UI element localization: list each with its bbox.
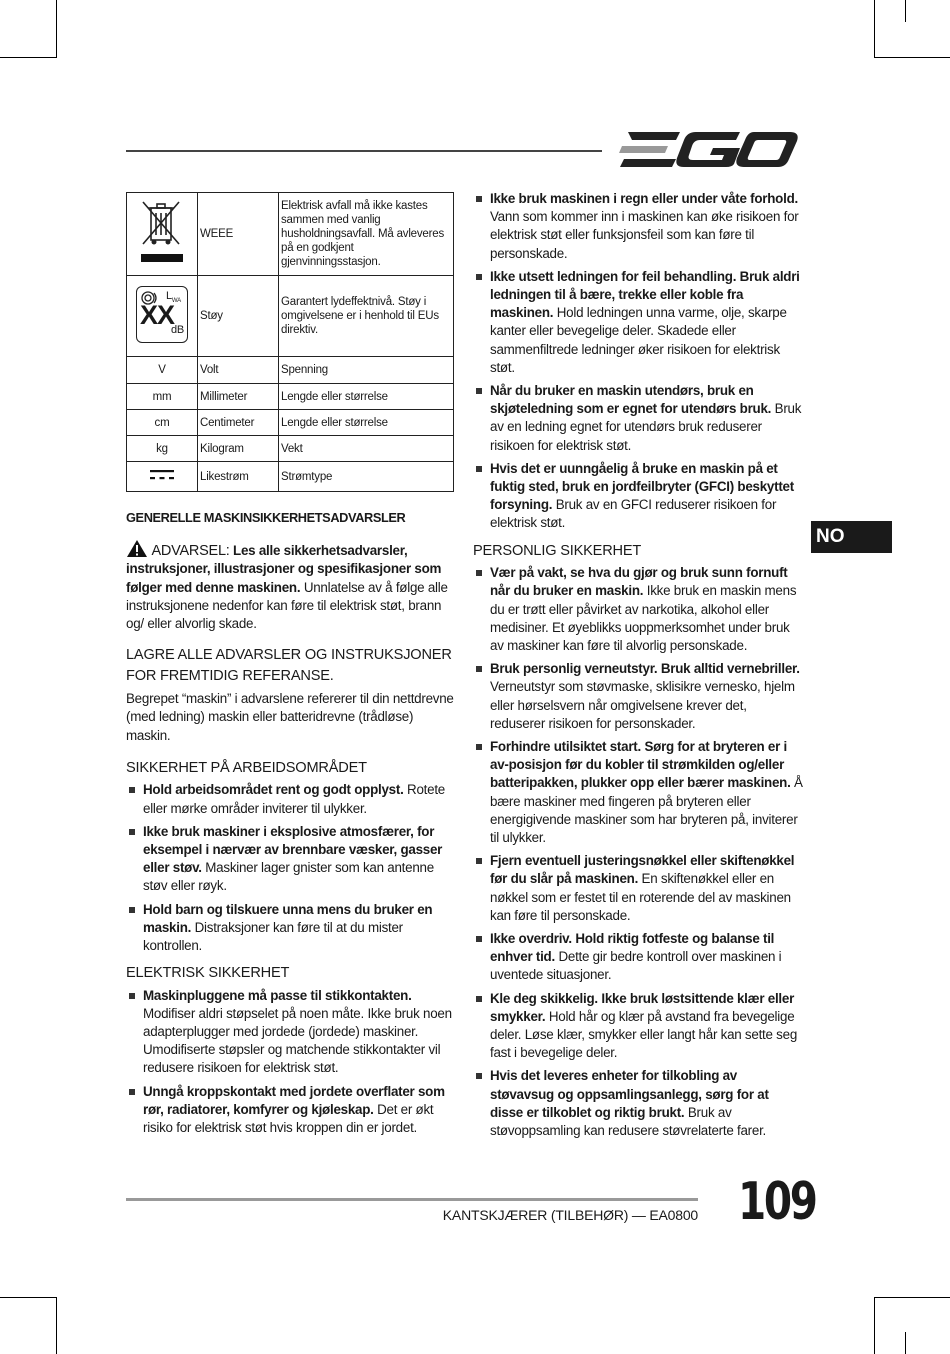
symbol-name: WEEE [198,193,279,276]
list-item: Maskinpluggene må passe til stikkontakten. Modifiser aldri støpselet på noen måte. Ikke bruk noen adapterplugger med jordede (jordede) maskiner. Umodifiserte støpsler og matchende stikkontakter vil redusere risikoen for elektrisk støt. [126,987,456,1078]
page-number: 109 [738,1172,816,1232]
crop-mark [0,57,57,58]
symbol-name: Likestrøm [198,462,279,492]
symbol-description: Spenning [279,357,454,384]
table-row [127,357,454,384]
symbol-name: Støy [198,276,279,357]
noise-symbol-cell [127,276,198,357]
list-item: Hvis det leveres enheter for tilkobling av støvavsug og oppsamlingsanlegg, sørg for at disse er tilkoblet og riktig brukt. Bruk av støvoppsamling kan redusere støvrelaterte farer. [473,1067,803,1140]
crop-mark [874,1297,950,1298]
header-rule [126,150,602,152]
warning-bold-text: Les alle sikkerhetsadvarsler, instruksjoner, illustrasjoner og spesifikasjoner som følger med denne maskinen. [126,543,442,595]
list-item: Når du bruker en maskin utendørs, bruk en skjøteledning som er egnet for utendørs bruk. Bruk av en ledning egnet for utendørs bruk reduserer risikoen for elektrisk støt. [473,382,803,455]
symbol-description: Vekt [279,436,454,462]
electrical-safety-list [126,987,456,1138]
crop-mark [874,1297,875,1354]
warning-label: ADVARSEL: [151,543,230,560]
warning-triangle-icon [126,539,148,558]
list-item: Ikke utsett ledningen for feil behandling. Bruk aldri ledningen til å bære, trekke eller koble fra maskinen. Hold ledningen unna varme, olje, skarpe kanter eller bevegelige deler. Skadede eller sammenfiltrede ledninger øker risikoen for elektrisk støt. [473,268,803,377]
table-row [127,193,454,276]
warning-text: Unnlatelse av å følge alle instruksjonene nedenfor kan føre til elektrisk støt, brann og/ eller alvorlig skade. [126,579,448,632]
dc-icon [149,468,175,482]
list-item: Hvis det er uunngåelig å bruke en maskin på et fuktig sted, bruk en jordfeilbryter (GFCI) beskyttet forsyning. Bruk av en GFCI reduserer risikoen for elektrisk støt. [473,460,803,533]
noise-icon [136,286,188,343]
symbol-description: Garantert lydeffektnivå. Støy i omgivelsene er i henhold til EUs direktiv. [279,276,454,357]
list-item: Hold arbeidsområdet rent og godt opplyst. Rotete eller mørke områder inviterer til ulykker. [126,781,456,817]
footer-title: KANTSKJÆRER (TILBEHØR) — EA0800 [442,1207,698,1223]
crop-mark [874,57,950,58]
symbol-name: Centimeter [198,410,279,436]
electrical-safety-list-continued [473,190,803,533]
general-safety-heading: GENERELLE MASKINSIKKERHETSADVARSLER [126,510,406,525]
weee-icon [137,196,187,268]
table-row [127,384,454,410]
right-column [473,190,803,1145]
crop-mark [56,0,57,58]
table-row [127,410,454,436]
list-item: Unngå kroppskontakt med jordete overflater som rør, radiatorer, komfyrer og kjøleskap. Det er økt risiko for elektrisk støt hvis kroppen din er jordet. [126,1083,456,1138]
personal-safety-heading: PERSONLIG SIKKERHET [473,542,642,559]
symbol-name: Volt [198,357,279,384]
symbol-cell: cm [127,410,198,436]
save-instructions-text: Begrepet “maskin” i advarslene refererer til din nettdrevne (med ledning) maskin eller batteridrevne (trådløse) maskin. [126,691,454,743]
symbol-description: Strømtype [279,462,454,492]
list-item: Ikke overdriv. Hold riktig fotfeste og balanse til enhver tid. Dette gir bedre kontroll over maskinen i uventede situasjoner. [473,930,803,985]
list-item: Ikke bruk maskinen i regn eller under våte forhold. Vann som kommer inn i maskinen kan øke risikoen for elektrisk støt eller funksjonsfeil som kan føre til personskade. [473,190,803,263]
list-item: Hold barn og tilskuere unna mens du bruker en maskin. Distraksjoner kan føre til at du mister kontrollen. [126,901,456,956]
symbol-name: Millimeter [198,384,279,410]
noise-value: XX [140,299,175,330]
symbol-description: Elektrisk avfall må ikke kastes sammen med vanlig husholdningsavfall. Må avleveres på en godkjent gjenvinningsstasjon. [279,193,454,276]
symbol-name: Kilogram [198,436,279,462]
save-instructions-heading: LAGRE ALLE ADVARSLER OG INSTRUKSJONER FOR FREMTIDIG REFERANSE. [126,647,452,684]
ego-logo [618,128,800,177]
table-row [127,436,454,462]
left-column [126,509,456,1142]
work-area-list [126,781,456,955]
list-item: Vær på vakt, se hva du gjør og bruk sunn fornuft når du bruker en maskin. Ikke bruk en maskin mens du er trøtt eller påvirket av narkotika, alkohol eller medisiner. Et øyeblikks uoppmerksomhet under bruk av maskiner kan føre til alvorlig personskade. [473,564,803,655]
list-item: Fjern eventuell justeringsnøkkel eller skiftenøkkel før du slår på maskinen. En skiftenøkkel eller en nøkkel som er festet til en roterende del av maskinen kan føre til personskade. [473,852,803,925]
crop-mark [874,0,875,58]
symbol-cell: mm [127,384,198,410]
crop-mark [905,1332,906,1354]
dc-symbol-cell [127,462,198,492]
symbols-table [126,192,454,492]
symbol-cell: kg [127,436,198,462]
crop-mark [905,0,906,22]
noise-level-label: $L_{WA}$ [166,289,181,304]
list-item: Kle deg skikkelig. Ikke bruk løstsittende klær eller smykker. Hold hår og klær på avstand fra bevegelige deler. Løse klær, smykker eller langt hår kan sette seg fast i bevegelige deler. [473,990,803,1063]
symbol-description: Lengde eller størrelse [279,384,454,410]
table-row [127,462,454,492]
symbol-description: Lengde eller størrelse [279,410,454,436]
symbol-cell: V [127,357,198,384]
electrical-safety-heading: ELEKTRISK SIKKERHET [126,965,290,982]
weee-symbol-cell [127,193,198,276]
warning-paragraph [126,539,456,633]
table-row [127,276,454,357]
noise-unit: dB [171,323,185,336]
language-tab: NO [811,521,892,553]
footer-rule [126,1198,698,1201]
list-item: Ikke bruk maskiner i eksplosive atmosfærer, for eksempel i nærvær av brennbare væsker, gasser eller støv. Maskiner lager gnister som kan antenne støv eller røyk. [126,823,456,896]
work-area-heading: SIKKERHET PÅ ARBEIDSOMRÅDET [126,759,367,776]
crop-mark [0,1297,57,1298]
list-item: Bruk personlig verneutstyr. Bruk alltid vernebriller. Verneutstyr som støvmaske, sklisikre vernesko, hjelm eller hørselsvern når omgivelsene krever det, reduserer risikoen for personskader. [473,660,803,733]
personal-safety-list [473,564,803,1140]
crop-mark [56,1297,57,1354]
list-item: Forhindre utilsiktet start. Sørg for at bryteren er i av-posisjon før du kobler til strømkilden og/eller batteripakken, plukker opp eller bærer maskinen. Å bære maskiner med fingeren på bryteren eller energigivende maskiner som har bryteren på, inviterer til ulykker. [473,738,803,847]
